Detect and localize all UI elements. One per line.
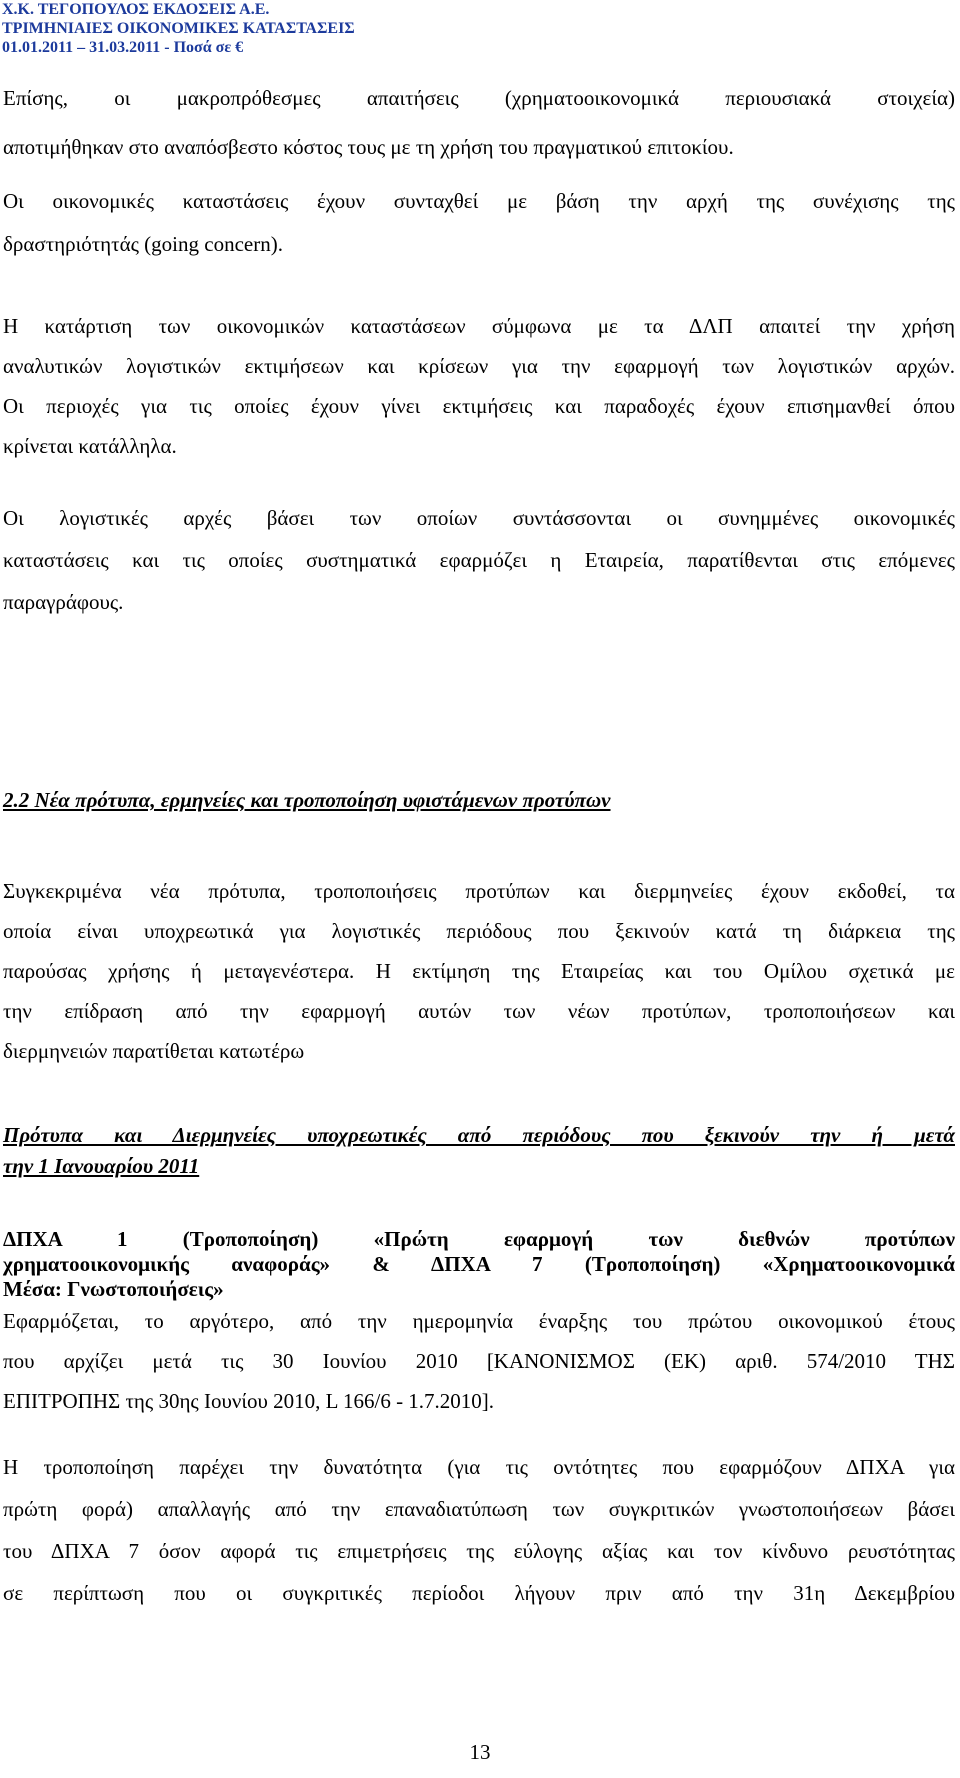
page-number: 13: [469, 1740, 491, 1764]
paragraph-line: ΕΠΙΤΡΟΠΗΣ της 30ης Ιουνίου 2010, L 166/6 - 1.7.2010].: [3, 1389, 495, 1413]
paragraph-line: που αρχίζει μετά τις 30 Ιουνίου 2010 [ΚΑΝΟΝΙΣΜΟΣ (ΕΚ) αριθ. 574/2010 ΤΗΣ: [3, 1349, 955, 1373]
paragraph-3: [3, 306, 955, 466]
standard-title-line: ΔΠΧΑ 1 (Τροποποίηση) «Πρώτη εφαρμογή των διεθνών προτύπων: [3, 1227, 955, 1251]
paragraph-line: Η κατάρτιση των οικονομικών καταστάσεων σύμφωνα με τα ΔΛΠ απαιτεί την χρήση: [3, 314, 955, 338]
paragraph-line: σε περίπτωση που οι συγκριτικές περίοδοι λήγουν πριν από την 31η Δεκεμβρίου: [3, 1581, 955, 1605]
header-report-title: ΤΡΙΜΗΝΙΑΙΕΣ ΟΙΚΟΝΟΜΙΚΕΣ ΚΑΤΑΣΤΑΣΕΙΣ: [2, 20, 355, 37]
subheading-line: Πρότυπα και Διερμηνείες υποχρεωτικές από περιόδους που ξεκινούν την ή μετά: [3, 1123, 955, 1147]
standard-title-line: Μέσα: Γνωστοποιήσεις»: [3, 1277, 224, 1301]
standard-title-line: χρηματοοικονομικής αναφοράς» & ΔΠΧΑ 7 (Τροποποίηση) «Χρηματοοικονομικά: [3, 1252, 955, 1276]
paragraph-line: καταστάσεις και τις οποίες συστηματικά εφαρμόζει η Εταιρεία, παρατίθενται στις επόμενες: [3, 548, 955, 572]
paragraph-line: Οι λογιστικές αρχές βάσει των οποίων συντάσσονται οι συνημμένες οικονομικές: [3, 506, 955, 530]
subheading: [3, 1120, 955, 1182]
paragraph-4: [3, 497, 955, 623]
header-period: 01.01.2011 – 31.03.2011 - Ποσά σε €: [2, 39, 244, 56]
paragraph-line: Επίσης, οι μακροπρόθεσμες απαιτήσεις (χρηματοοικονομικά περιουσιακά στοιχεία): [3, 86, 955, 110]
paragraph-2: [3, 180, 955, 266]
paragraph-line: παρούσας χρήσης ή μεταγενέστερα. Η εκτίμηση της Εταιρείας και του Ομίλου σχετικά με: [3, 959, 955, 983]
paragraph-line: Οι οικονομικές καταστάσεις έχουν συνταχθεί με βάση την αρχή της συνέχισης της: [3, 189, 955, 213]
paragraph-line: Συγκεκριμένα νέα πρότυπα, τροποποιήσεις προτύπων και διερμηνείες έχουν εκδοθεί, τα: [3, 879, 955, 903]
paragraph-line: οποία είναι υποχρεωτικά για λογιστικές περιόδους που ξεκινούν κατά τη διάρκεια της: [3, 919, 955, 943]
standard-title: [3, 1227, 955, 1302]
paragraph-line: την επίδραση από την εφαρμογή αυτών των νέων προτύπων, τροποποιήσεων και: [3, 999, 955, 1023]
paragraph-line: διερμηνειών παρατίθεται κατωτέρω: [3, 1039, 305, 1063]
paragraph-line: Οι περιοχές για τις οποίες έχουν γίνει εκτιμήσεις και παραδοχές έχουν επισημανθεί όπου: [3, 394, 955, 418]
paragraph-6: [3, 1301, 955, 1421]
paragraph-1: [3, 74, 955, 172]
paragraph-line: παραγράφους.: [3, 590, 124, 614]
section-heading-text: 2.2 Νέα πρότυπα, ερμηνείες και τροποποίηση υφιστάμενων προτύπων: [3, 788, 611, 812]
paragraph-7: [3, 1446, 955, 1614]
paragraph-5: [3, 871, 955, 1071]
paragraph-line: δραστηριότητάς (going concern).: [3, 232, 283, 256]
subheading-line: την 1 Ιανουαρίου 2011: [3, 1154, 200, 1178]
section-heading: [3, 785, 955, 815]
paragraph-line: του ΔΠΧΑ 7 όσον αφορά τις επιμετρήσεις της εύλογης αξίας και τον κίνδυνο ρευστότητας: [3, 1539, 955, 1563]
paragraph-line: αναλυτικών λογιστικών εκτιμήσεων και κρίσεων για την εφαρμογή των λογιστικών αρχών.: [3, 354, 955, 378]
header-company: Χ.Κ. ΤΕΓΟΠΟΥΛΟΣ ΕΚΔΟΣΕΙΣ Α.Ε.: [2, 1, 270, 18]
paragraph-line: Η τροποποίηση παρέχει την δυνατότητα (για τις οντότητες που εφαρμόζουν ΔΠΧΑ για: [3, 1455, 955, 1479]
paragraph-line: πρώτη φορά) απαλλαγής από την επαναδιατύπωση των συγκριτικών γνωστοποιήσεων βάσει: [3, 1497, 955, 1521]
paragraph-line: κρίνεται κατάλληλα.: [3, 434, 177, 458]
paragraph-line: αποτιμήθηκαν στο αναπόσβεστο κόστος τους με τη χρήση του πραγματικού επιτοκίου.: [3, 135, 734, 159]
paragraph-line: Εφαρμόζεται, το αργότερο, από την ημερομηνία έναρξης του πρώτου οικονομικού έτους: [3, 1309, 955, 1333]
running-header: [2, 0, 355, 57]
